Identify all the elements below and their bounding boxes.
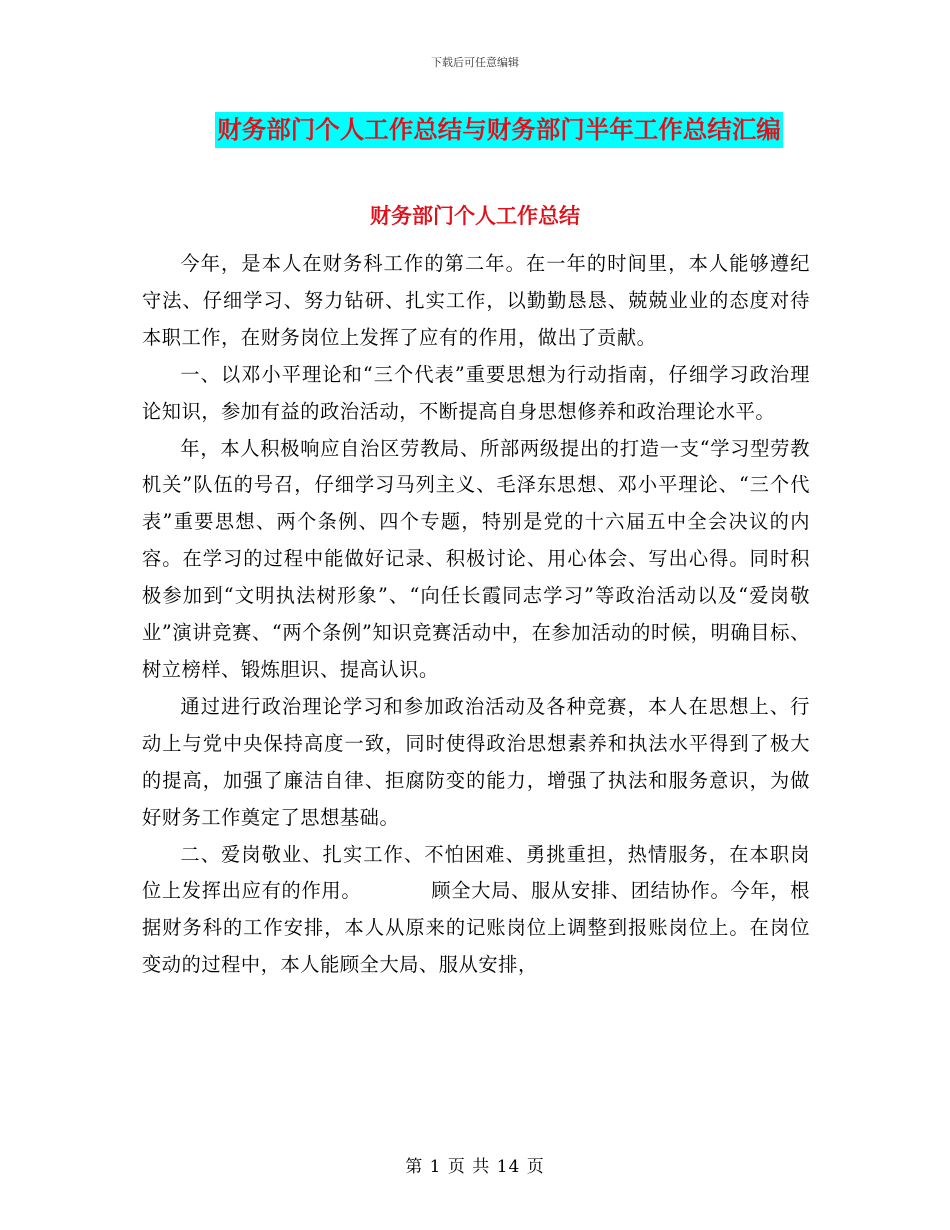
paragraph: 通过进行政治理论学习和参加政治活动及各种竞赛，本人在思想上、行动上与党中央保持高度一致，同时使得政治思想素养和执法水平得到了极大的提高，加强了廉洁自律、拒腐防变的能力，增强了执法和服务意识，为做好财务工作奠定了思想基础。 xyxy=(142,694,810,829)
main-title: 财务部门个人工作总结与财务部门半年工作总结汇编 xyxy=(215,112,783,148)
paragraph: 一、以邓小平理论和“三个代表”重要思想为行动指南，仔细学习政治理论知识，参加有益的政治活动，不断提高自身思想修养和政治理论水平。 xyxy=(142,362,810,423)
paragraph: 二、爱岗敬业、扎实工作、不怕困难、勇挑重担，热情服务，在本职岗位上发挥出应有的作用。 顾全大局、服从安排、团结协作。今年，根据财务科的工作安排，本人从原来的记账岗位上调整到报账岗位上。在岗位变动的过程中，本人能顾全大局、服从安排， xyxy=(142,842,810,977)
document-body xyxy=(142,246,810,984)
paragraph: 今年，是本人在财务科工作的第二年。在一年的时间里，本人能够遵纪守法、仔细学习、努力钻研、扎实工作，以勤勤恳恳、兢兢业业的态度对待本职工作，在财务岗位上发挥了应有的作用，做出了贡献。 xyxy=(142,252,810,349)
page-footer: 第 1 页 共 14 页 xyxy=(405,1157,545,1177)
section-title: 财务部门个人工作总结 xyxy=(370,204,580,228)
header-note: 下载后可任意编辑 xyxy=(431,56,519,69)
main-title-container xyxy=(0,112,950,148)
paragraph: 年，本人积极响应自治区劳教局、所部两级提出的打造一支“学习型劳教机关”队伍的号召，仔细学习马列主义、毛泽东思想、邓小平理论、“三个代表”重要思想、两个条例、四个专题，特别是党的十六届五中全会决议的内容。在学习的过程中能做好记录、积极讨论、用心体会、写出心得。同时积极参加到“文明执法树形象”、“向任长霞同志学习”等政治活动以及“爱岗敬业”演讲竞赛、“两个条例”知识竞赛活动中，在参加活动的时候，明确目标、树立榜样、锻炼胆识、提高认识。 xyxy=(142,436,810,681)
